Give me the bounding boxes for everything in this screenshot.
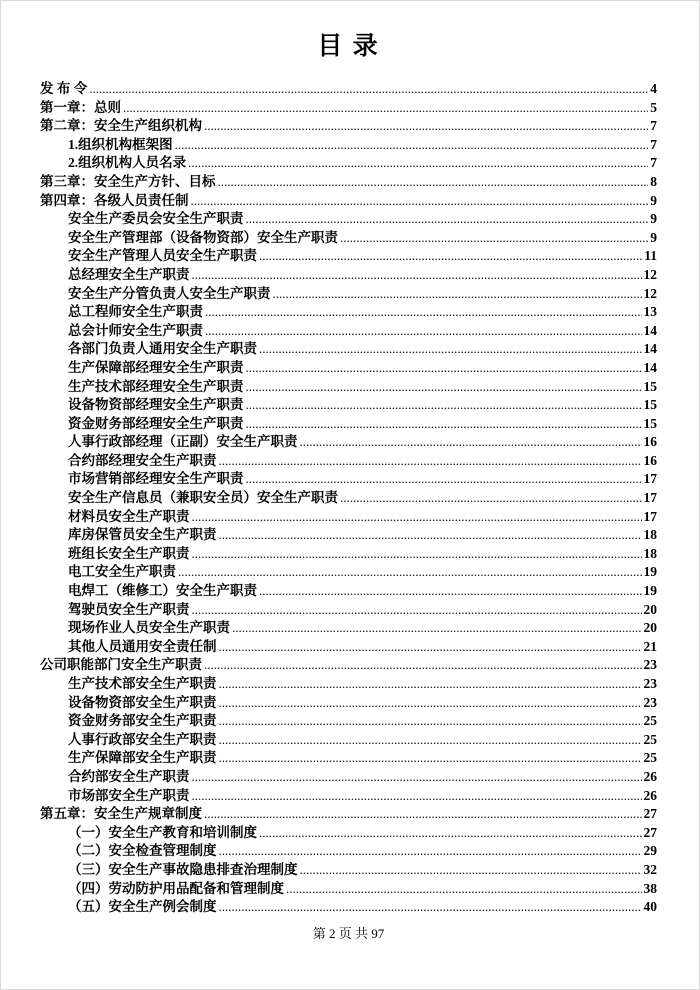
dot-leader [246, 378, 642, 397]
toc-entry [40, 694, 657, 713]
toc-entry [40, 285, 657, 304]
toc-entry [40, 210, 657, 229]
toc-entry-label: 生产技术部经理安全生产职责 [68, 378, 244, 394]
toc-entry-page: 26 [643, 768, 657, 784]
dot-leader [286, 880, 642, 899]
dot-leader [219, 898, 642, 917]
dot-leader [246, 415, 642, 434]
toc-entry [40, 433, 657, 452]
toc-entry-label: 总工程师安全生产职责 [68, 304, 203, 320]
dot-leader [246, 396, 642, 415]
toc-entry [40, 266, 657, 285]
toc-entry [40, 842, 657, 861]
dot-leader [191, 192, 649, 211]
page-footer: 第 2 页 共 97 [312, 925, 385, 941]
toc-entry [40, 359, 657, 378]
toc-entry-page: 27 [643, 824, 657, 840]
toc-entry [40, 526, 657, 545]
toc-entry-page: 17 [643, 508, 657, 524]
toc-entry-label: 发 布 令 [40, 81, 88, 96]
toc-entry-label: 资金财务部经理安全生产职责 [68, 415, 244, 431]
toc-entry-page: 4 [650, 81, 657, 96]
toc-entry-label: 材料员安全生产职责 [68, 508, 190, 524]
dot-leader [219, 452, 642, 471]
toc-entry-label: 第三章：安全生产方针、目标 [40, 173, 216, 189]
toc-entry-page: 17 [643, 490, 657, 506]
dot-leader [204, 656, 642, 675]
toc-entry [40, 805, 657, 824]
toc-entry-page: 7 [650, 136, 657, 152]
toc-entry [40, 415, 657, 434]
toc-entry-page: 18 [643, 527, 657, 543]
toc-entry-label: 安全生产管理人员安全生产职责 [68, 248, 257, 264]
toc-entry [40, 545, 657, 564]
toc-entry-page: 16 [643, 434, 657, 450]
dot-leader [219, 694, 642, 713]
toc-entry-label: 电焊工（维修工）安全生产职责 [68, 583, 257, 599]
toc-entry-label: 1.组织机构框架图 [68, 136, 173, 152]
toc-entry-label: 安全生产委员会安全生产职责 [68, 211, 244, 227]
toc-entry [40, 768, 657, 787]
dot-leader [205, 303, 642, 322]
toc-entry-page: 9 [650, 192, 657, 208]
toc-entry [40, 229, 657, 248]
toc-entry-page: 19 [643, 583, 657, 599]
toc-entry-label: （三）安全生产事故隐患排查治理制度 [68, 861, 298, 877]
toc-entry-page: 29 [643, 843, 657, 859]
toc-entry-label: 其他人员通用安全责任制 [68, 638, 217, 654]
toc-entry [40, 675, 657, 694]
toc-entry [40, 340, 657, 359]
dot-leader [300, 433, 642, 452]
dot-leader [219, 749, 642, 768]
toc-entry-page: 19 [643, 564, 657, 580]
toc-entry-label: 库房保管员安全生产职责 [68, 527, 217, 543]
toc-entry-page: 27 [643, 806, 657, 822]
dot-leader [219, 842, 642, 861]
toc-entry-page: 11 [644, 248, 657, 264]
toc-entry [40, 99, 657, 118]
toc-entry-page: 26 [643, 787, 657, 803]
toc-entry-page: 14 [643, 359, 657, 375]
toc-entry-label: （一）安全生产教育和培训制度 [68, 824, 257, 840]
toc-entry-label: 生产技术部安全生产职责 [68, 676, 217, 691]
toc-entry-label: 生产保障部经理安全生产职责 [68, 359, 244, 375]
toc-entry [40, 880, 657, 899]
dot-leader [246, 470, 642, 489]
toc-entry-label: 驾驶员安全生产职责 [68, 601, 190, 617]
toc-entry-page: 14 [643, 341, 657, 357]
toc-entry-label: 总经理安全生产职责 [68, 266, 190, 282]
dot-leader [300, 861, 642, 880]
toc-entry-label: 资金财务部安全生产职责 [68, 713, 217, 729]
toc-entry-page: 12 [643, 266, 657, 282]
toc-entry-label: 公司职能部门安全生产职责 [40, 657, 202, 673]
toc-entry-label: 设备物资部经理安全生产职责 [68, 397, 244, 413]
dot-leader [246, 210, 649, 229]
toc-entry [40, 154, 657, 173]
toc-entry-label: 合约部经理安全生产职责 [68, 452, 217, 468]
toc-entry-page: 13 [643, 304, 657, 320]
dot-leader [259, 824, 642, 843]
toc-entry-label: 人事行政部安全生产职责 [68, 731, 217, 747]
dot-leader [205, 322, 642, 341]
toc-entry [40, 247, 657, 266]
toc-entry-page: 8 [650, 173, 657, 189]
dot-leader [204, 805, 642, 824]
toc-entry-page: 40 [643, 899, 657, 915]
toc-entry-page: 21 [643, 638, 657, 654]
toc-entry-label: 市场部安全生产职责 [68, 787, 190, 803]
toc-entry-label: 人事行政部经理（正副）安全生产职责 [68, 434, 298, 450]
toc-entry-page: 5 [650, 99, 657, 115]
toc-entry-label: 第一章：总则 [40, 99, 121, 115]
toc-entry-label: 2.组织机构人员名录 [68, 155, 187, 171]
dot-leader [192, 768, 642, 787]
toc-entry-label: 总会计师安全生产职责 [68, 322, 203, 338]
toc-entry [40, 824, 657, 843]
toc-entry-page: 23 [643, 676, 657, 691]
dot-leader [219, 526, 642, 545]
toc-entry-label: （二）安全检查管理制度 [68, 843, 217, 859]
toc-entry [40, 563, 657, 582]
dot-leader [218, 173, 649, 192]
toc-entry-page: 23 [643, 657, 657, 673]
toc-entry-label: 电工安全生产职责 [68, 564, 176, 580]
toc-entry-label: 第四章：各级人员责任制 [40, 192, 189, 208]
dot-leader [232, 619, 642, 638]
dot-leader [273, 285, 642, 304]
toc-entry-label: 班组长安全生产职责 [68, 545, 190, 561]
toc-entry-page: 7 [650, 118, 657, 134]
toc-entry [40, 656, 657, 675]
dot-leader [123, 99, 648, 118]
dot-leader [259, 247, 642, 266]
toc-entry-label: （五）安全生产例会制度 [68, 899, 217, 915]
toc-entry [40, 396, 657, 415]
toc-entry [40, 712, 657, 731]
toc-entry-page: 18 [643, 545, 657, 561]
toc-entry [40, 508, 657, 527]
toc-entry-page: 15 [643, 397, 657, 413]
toc-entry [40, 731, 657, 750]
toc-entry-label: 安全生产分管负责人安全生产职责 [68, 285, 271, 301]
dot-leader [219, 712, 642, 731]
toc-entry-page: 16 [643, 452, 657, 468]
toc-entry-label: 生产保障部安全生产职责 [68, 750, 217, 766]
toc-entry [40, 638, 657, 657]
toc-entry-label: 第五章：安全生产规章制度 [40, 806, 202, 822]
toc-entry-label: 安全生产管理部（设备物资部）安全生产职责 [68, 229, 338, 245]
toc-entry-label: 设备物资部安全生产职责 [68, 694, 217, 710]
toc-entry-label: 第二章：安全生产组织机构 [40, 118, 202, 134]
toc-entry-page: 14 [643, 322, 657, 338]
toc-entry [40, 173, 657, 192]
toc-entry-page: 15 [643, 378, 657, 394]
toc-entry [40, 322, 657, 341]
dot-leader [204, 117, 648, 136]
dot-leader [89, 80, 648, 99]
toc-entry [40, 601, 657, 620]
toc-entry [40, 192, 657, 211]
toc-entry [40, 80, 657, 99]
toc-entry [40, 619, 657, 638]
dot-leader [175, 136, 649, 155]
toc-entry-label: 安全生产信息员（兼职安全员）安全生产职责 [68, 490, 338, 506]
dot-leader [340, 489, 642, 508]
dot-leader [259, 340, 642, 359]
toc-entry [40, 749, 657, 768]
toc-entry [40, 303, 657, 322]
toc-entry-page: 12 [643, 285, 657, 301]
dot-leader [192, 787, 642, 806]
toc-entry [40, 470, 657, 489]
toc-entry-page: 25 [643, 750, 657, 766]
toc-entry [40, 378, 657, 397]
toc-entry [40, 117, 657, 136]
dot-leader [192, 508, 642, 527]
toc-entry-page: 32 [643, 861, 657, 877]
toc-entry-label: 各部门负责人通用安全生产职责 [68, 341, 257, 357]
toc-entry [40, 489, 657, 508]
toc-list [40, 80, 657, 917]
toc-entry [40, 452, 657, 471]
toc-entry-label: 现场作业人员安全生产职责 [68, 620, 230, 636]
dot-leader [188, 154, 648, 173]
toc-entry-label: 市场营销部经理安全生产职责 [68, 471, 244, 487]
dot-leader [178, 563, 642, 582]
dot-leader [192, 266, 642, 285]
toc-entry-page: 23 [643, 694, 657, 710]
dot-leader [340, 229, 648, 248]
toc-entry [40, 787, 657, 806]
dot-leader [219, 731, 642, 750]
toc-entry-page: 38 [643, 880, 657, 896]
toc-title: 目 录 [317, 33, 380, 60]
toc-entry-label: （四）劳动防护用品配备和管理制度 [68, 880, 284, 896]
toc-entry-page: 9 [650, 229, 657, 245]
dot-leader [219, 638, 642, 657]
toc-entry-page: 20 [643, 620, 657, 636]
toc-entry-page: 20 [643, 601, 657, 617]
dot-leader [219, 675, 642, 694]
toc-entry-page: 25 [643, 731, 657, 747]
toc-entry [40, 582, 657, 601]
toc-entry-label: 合约部安全生产职责 [68, 768, 190, 784]
toc-entry-page: 25 [643, 713, 657, 729]
toc-entry-page: 7 [650, 155, 657, 171]
toc-entry [40, 136, 657, 155]
toc-entry [40, 861, 657, 880]
dot-leader [192, 545, 642, 564]
toc-entry-page: 17 [643, 471, 657, 487]
toc-entry-page: 9 [650, 211, 657, 227]
dot-leader [192, 601, 642, 620]
dot-leader [259, 582, 642, 601]
dot-leader [246, 359, 642, 378]
toc-entry [40, 898, 657, 917]
toc-entry-page: 15 [643, 415, 657, 431]
